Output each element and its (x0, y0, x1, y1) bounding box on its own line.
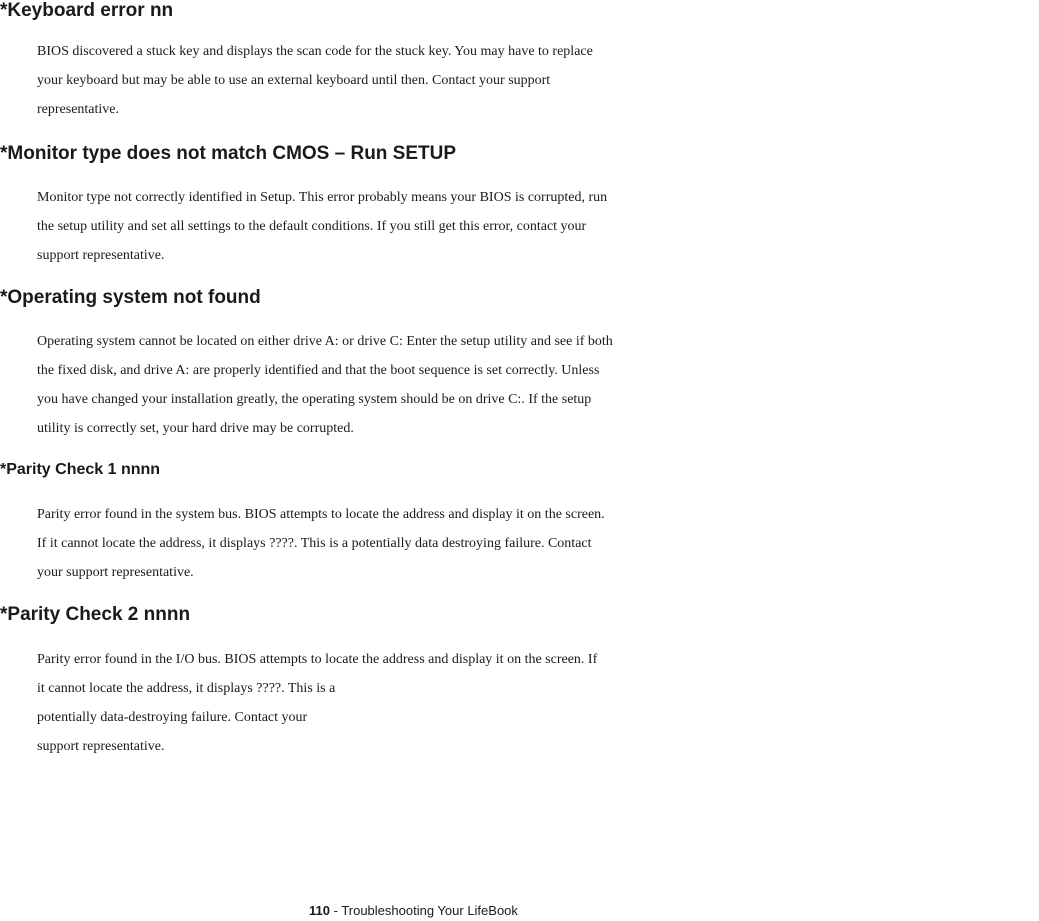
body-line: your keyboard but may be able to use an external keyboard until then. Contact your support (37, 73, 551, 88)
body-line: Operating system cannot be located on either drive A: or drive C: Enter the setup utility and see if both (37, 334, 613, 349)
body-line: the setup utility and set all settings to the default conditions. If you still get this error, contact your (37, 219, 587, 234)
footer-section-title: Troubleshooting Your LifeBook (341, 903, 518, 918)
page-number: 110 (309, 903, 330, 918)
entry-body-os-not-found (37, 327, 1039, 443)
body-line: utility is correctly set, your hard drive may be corrupted. (37, 421, 354, 436)
entry-title-keyboard-error: *Keyboard error nn (0, 0, 174, 21)
body-line: you have changed your installation greatly, the operating system should be on drive C:. If the setup (37, 392, 592, 407)
entry-title-os-not-found: *Operating system not found (0, 287, 261, 308)
body-line: support representative. (37, 248, 165, 263)
body-line: Parity error found in the system bus. BIOS attempts to locate the address and display it on the screen. (37, 507, 605, 522)
entry-title-monitor-type: *Monitor type does not match CMOS – Run SETUP (0, 143, 457, 164)
entry-body-monitor-type (37, 183, 1039, 270)
body-line: support representative. (37, 739, 165, 754)
entry-body-keyboard-error (37, 37, 1039, 124)
page-footer (309, 903, 518, 918)
body-line: your support representative. (37, 565, 194, 580)
entry-title-parity-check-1: *Parity Check 1 nnnn (0, 461, 161, 478)
body-line: representative. (37, 102, 120, 117)
body-line: potentially data-destroying failure. Contact your (37, 710, 308, 725)
body-line: BIOS discovered a stuck key and displays the scan code for the stuck key. You may have to replace (37, 44, 593, 59)
body-line: Monitor type not correctly identified in Setup. This error probably means your BIOS is corrupted, run (37, 190, 608, 205)
footer-separator: - (329, 903, 342, 918)
entry-body-parity-check-1 (37, 500, 1039, 587)
body-line: the fixed disk, and drive A: are properly identified and that the boot sequence is set correctly. Unless (37, 363, 600, 378)
body-line: Parity error found in the I/O bus. BIOS attempts to locate the address and display it on the screen. If (37, 652, 598, 667)
body-line: it cannot locate the address, it displays ????. This is a (37, 681, 336, 696)
entry-title-parity-check-2: *Parity Check 2 nnnn (0, 604, 191, 625)
body-line: If it cannot locate the address, it displays ????. This is a potentially data destroying failure. Contact (37, 536, 592, 551)
entry-body-parity-check-2 (37, 645, 1039, 761)
